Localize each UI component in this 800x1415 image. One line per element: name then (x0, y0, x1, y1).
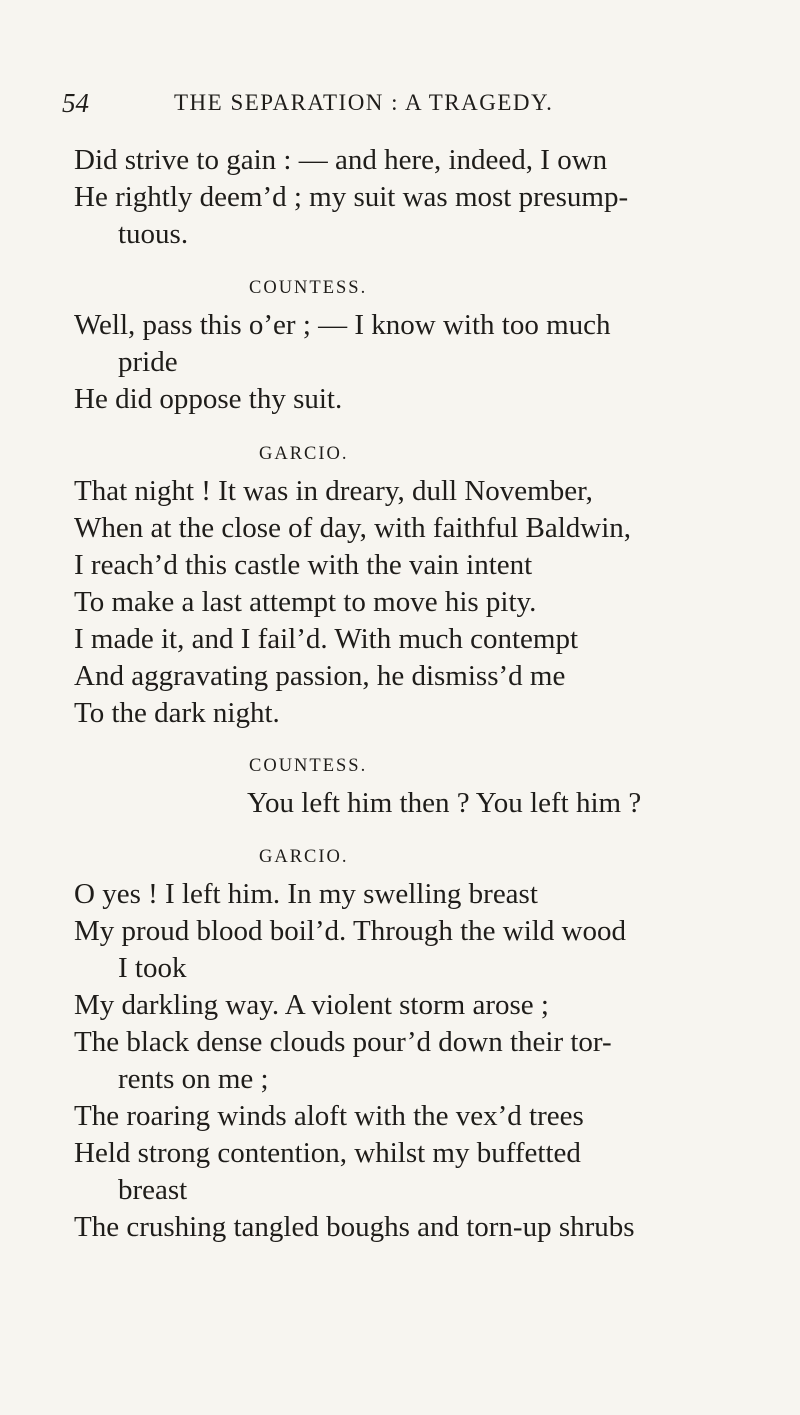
speaker-name: GARCIO. (259, 847, 349, 867)
verse-line: I reach’d this castle with the vain intent (74, 549, 533, 581)
verse-line: My darkling way. A violent storm arose ; (74, 989, 549, 1021)
verse-line: Well, pass this o’er ; — I know with too much (74, 309, 611, 341)
verse-line: My proud blood boil’d. Through the wild wood (74, 915, 627, 947)
verse-line: You left him then ? You left him ? (247, 787, 642, 819)
play-text (74, 142, 764, 1246)
verse-line: The roaring winds aloft with the vex’d trees (74, 1100, 584, 1132)
page-header (62, 88, 742, 128)
verse-line: rents on me ; (118, 1063, 269, 1095)
running-title: THE SEPARATION : A TRAGEDY. (174, 90, 554, 115)
verse-line: I made it, and I fail’d. With much contempt (74, 623, 579, 655)
verse-line: He did oppose thy suit. (74, 383, 343, 415)
verse-line: I took (118, 952, 187, 984)
verse-line: The black dense clouds pour’d down their tor- (74, 1026, 612, 1058)
verse-line: Did strive to gain : — and here, indeed, I own (74, 144, 608, 176)
verse-line: Held strong contention, whilst my buffetted (74, 1137, 581, 1169)
speaker-name: COUNTESS. (249, 278, 368, 298)
verse-line: He rightly deem’d ; my suit was most presump- (74, 181, 629, 213)
speaker-name: GARCIO. (259, 444, 349, 464)
verse-line: That night ! It was in dreary, dull November, (74, 475, 593, 507)
verse-line: The crushing tangled boughs and torn-up shrubs (74, 1211, 635, 1243)
verse-line: tuous. (118, 218, 189, 250)
verse-line: And aggravating passion, he dismiss’d me (74, 660, 566, 692)
verse-line: pride (118, 346, 178, 378)
verse-line: O yes ! I left him. In my swelling breast (74, 878, 538, 910)
speaker-name: COUNTESS. (249, 756, 368, 776)
verse-line: To make a last attempt to move his pity. (74, 586, 537, 618)
verse-line: When at the close of day, with faithful Baldwin, (74, 512, 632, 544)
verse-line: breast (118, 1174, 188, 1206)
page-number: 54 (62, 88, 89, 118)
verse-line: To the dark night. (74, 697, 280, 729)
